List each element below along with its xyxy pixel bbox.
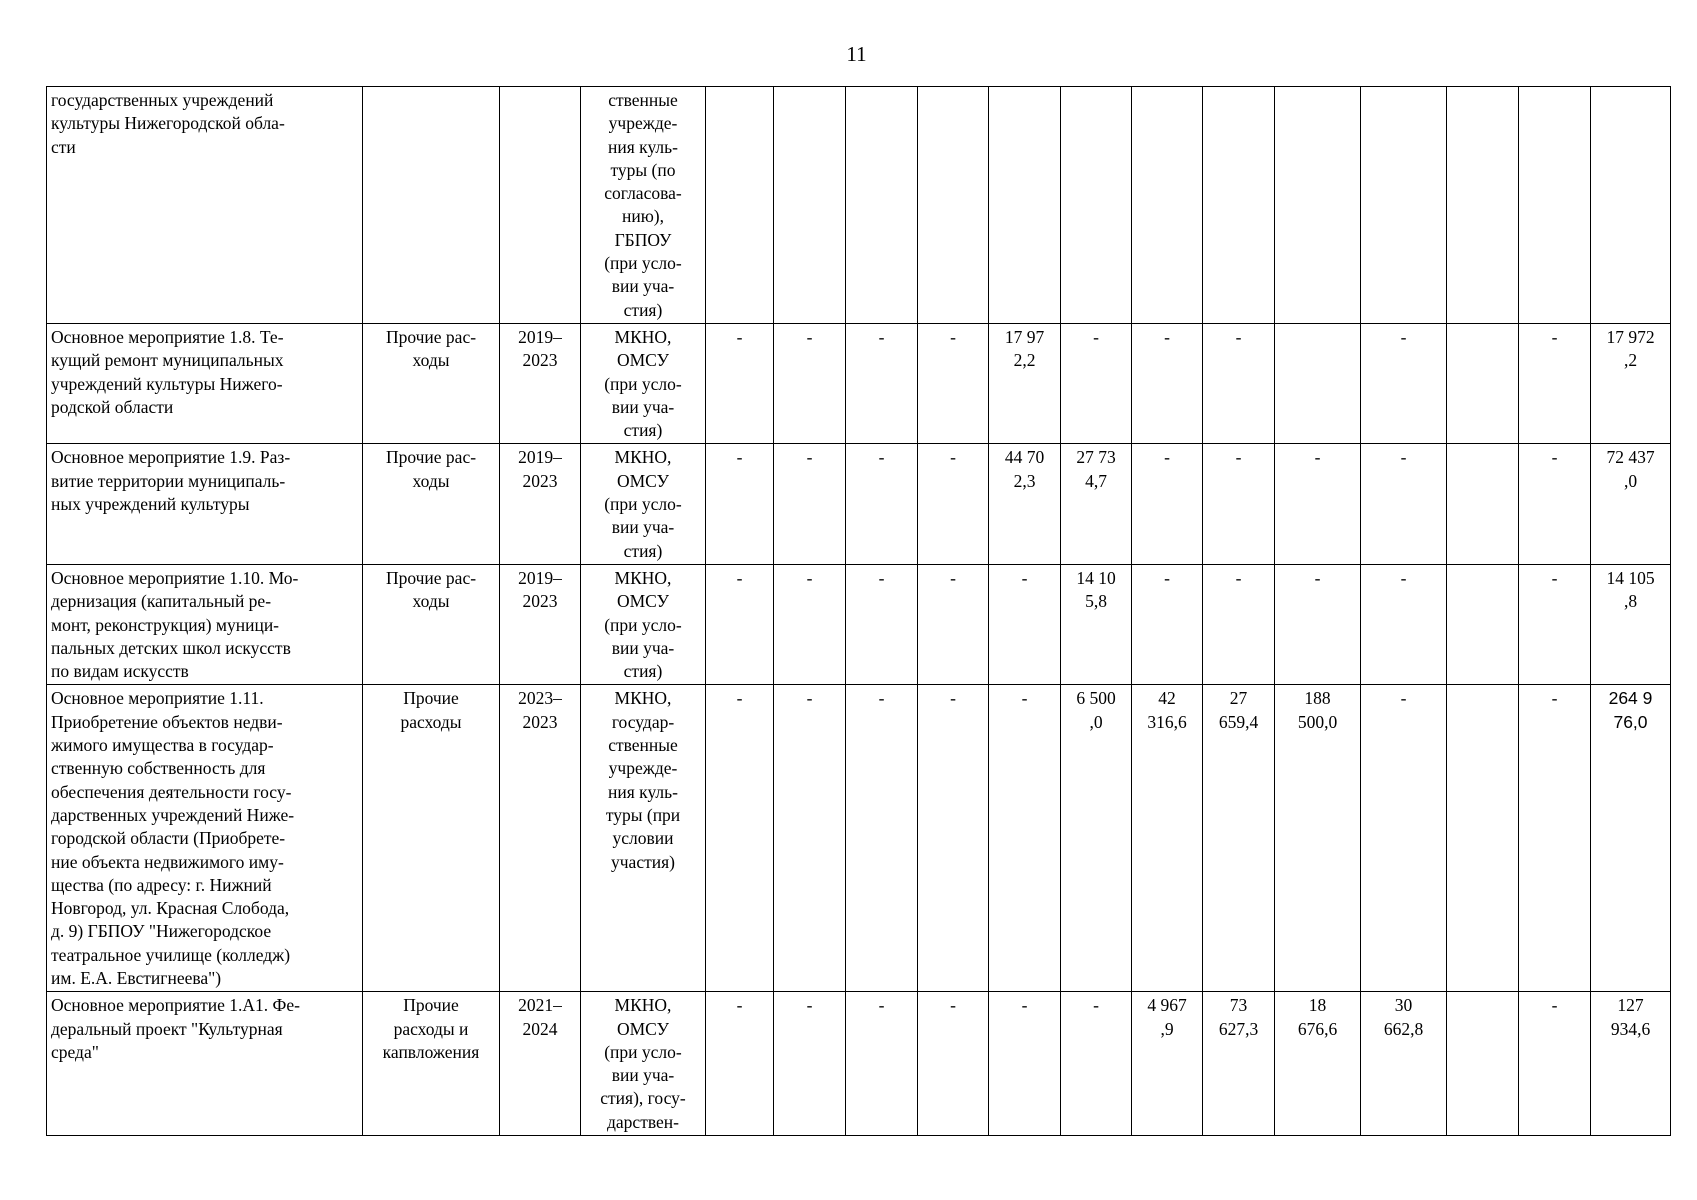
amount-cell — [1061, 87, 1132, 324]
period-cell: 2019– 2023 — [500, 323, 581, 443]
amount-cell: - — [1361, 444, 1447, 564]
table-row — [47, 992, 1671, 1136]
amount-cell — [1447, 323, 1519, 443]
amount-cell — [846, 87, 918, 324]
period-cell: 2019– 2023 — [500, 564, 581, 684]
amount-cell: - — [1132, 564, 1203, 684]
amount-cell: - — [1519, 444, 1591, 564]
amount-cell: - — [1361, 564, 1447, 684]
amount-cell: 14 105 ,8 — [1591, 564, 1671, 684]
amount-cell — [1447, 444, 1519, 564]
amount-cell: 27 659,4 — [1203, 685, 1275, 992]
amount-cell: 17 972 ,2 — [1591, 323, 1671, 443]
amount-cell — [1132, 87, 1203, 324]
amount-cell: - — [774, 992, 846, 1136]
amount-cell: 18 676,6 — [1275, 992, 1361, 1136]
table-row — [47, 685, 1671, 992]
amount-cell: - — [706, 323, 774, 443]
amount-cell: 6 500 ,0 — [1061, 685, 1132, 992]
period-cell — [500, 87, 581, 324]
amount-cell: 44 70 2,3 — [989, 444, 1061, 564]
page-number: 11 — [846, 42, 867, 66]
amount-cell: 42 316,6 — [1132, 685, 1203, 992]
expense-type-cell: Прочие рас- ходы — [363, 323, 500, 443]
amount-cell — [1203, 87, 1275, 324]
executor-cell: МКНО, ОМСУ (при усло- вии уча- стия) — [581, 323, 706, 443]
executor-cell: МКНО, государ- ственные учрежде- ния куль- туры (при условии участия) — [581, 685, 706, 992]
executor-cell: МКНО, ОМСУ (при усло- вии уча- стия) — [581, 564, 706, 684]
expense-type-cell: Прочие расходы — [363, 685, 500, 992]
amount-cell: - — [918, 685, 989, 992]
amount-cell — [1447, 685, 1519, 992]
amount-cell: - — [846, 323, 918, 443]
amount-cell: - — [706, 685, 774, 992]
amount-cell: 73 627,3 — [1203, 992, 1275, 1136]
expense-type-cell: Прочие рас- ходы — [363, 564, 500, 684]
amount-cell: - — [774, 685, 846, 992]
table-row — [47, 323, 1671, 443]
amount-cell — [1591, 87, 1671, 324]
period-cell: 2021– 2024 — [500, 992, 581, 1136]
table-body — [47, 87, 1671, 1136]
amount-cell: - — [918, 323, 989, 443]
amount-cell: - — [989, 685, 1061, 992]
measure-name-cell: Основное мероприятие 1.А1. Фе- деральный проект "Культурная среда" — [47, 992, 363, 1136]
amount-cell: - — [1061, 323, 1132, 443]
measure-name-cell: государственных учреждений культуры Нижегородской обла- сти — [47, 87, 363, 324]
amount-cell — [989, 87, 1061, 324]
amount-cell: - — [1519, 992, 1591, 1136]
table-row — [47, 564, 1671, 684]
amount-cell: 4 967 ,9 — [1132, 992, 1203, 1136]
amount-cell: - — [918, 564, 989, 684]
amount-cell: - — [1361, 685, 1447, 992]
amount-cell: - — [1061, 992, 1132, 1136]
amount-cell: 27 73 4,7 — [1061, 444, 1132, 564]
amount-cell: - — [918, 992, 989, 1136]
executor-cell: МКНО, ОМСУ (при усло- вии уча- стия) — [581, 444, 706, 564]
amount-cell: - — [1519, 323, 1591, 443]
measure-name-cell: Основное мероприятие 1.10. Мо- дернизация (капитальный ре- монт, реконструкция) муници- пальных детских школ искусств по видам искусств — [47, 564, 363, 684]
amount-cell: - — [846, 564, 918, 684]
period-cell: 2019– 2023 — [500, 444, 581, 564]
amount-cell: - — [1275, 444, 1361, 564]
amount-cell: - — [989, 992, 1061, 1136]
amount-cell — [706, 87, 774, 324]
amount-cell: - — [989, 564, 1061, 684]
table-row — [47, 87, 1671, 324]
amount-cell: - — [706, 564, 774, 684]
expense-type-cell: Прочие рас- ходы — [363, 444, 500, 564]
amount-cell: - — [1361, 323, 1447, 443]
amount-cell: - — [846, 685, 918, 992]
amount-cell: - — [706, 992, 774, 1136]
amount-cell: - — [1203, 564, 1275, 684]
amount-cell: - — [1275, 564, 1361, 684]
budget-table — [46, 86, 1671, 1136]
amount-cell — [1447, 87, 1519, 324]
amount-cell: 72 437 ,0 — [1591, 444, 1671, 564]
amount-cell: - — [1132, 323, 1203, 443]
amount-cell: - — [1203, 444, 1275, 564]
measure-name-cell: Основное мероприятие 1.9. Раз- витие территории муниципаль- ных учреждений культуры — [47, 444, 363, 564]
amount-cell — [1275, 87, 1361, 324]
amount-cell: 17 97 2,2 — [989, 323, 1061, 443]
amount-cell — [774, 87, 846, 324]
amount-cell: 127 934,6 — [1591, 992, 1671, 1136]
period-cell: 2023– 2023 — [500, 685, 581, 992]
executor-cell: ственные учрежде- ния куль- туры (по согласова- нию), ГБПОУ (при усло- вии уча- стия) — [581, 87, 706, 324]
amount-cell: - — [918, 444, 989, 564]
amount-cell — [918, 87, 989, 324]
amount-cell: - — [1519, 685, 1591, 992]
amount-cell: 14 10 5,8 — [1061, 564, 1132, 684]
amount-cell: - — [1519, 564, 1591, 684]
amount-cell: - — [846, 992, 918, 1136]
amount-cell: - — [706, 444, 774, 564]
executor-cell: МКНО, ОМСУ (при усло- вии уча- стия), госу- дарствен- — [581, 992, 706, 1136]
measure-name-cell: Основное мероприятие 1.8. Те- кущий ремонт муниципальных учреждений культуры Нижего- родской области — [47, 323, 363, 443]
amount-cell — [1447, 564, 1519, 684]
amount-cell: - — [846, 444, 918, 564]
amount-cell: - — [774, 564, 846, 684]
measure-name-cell: Основное мероприятие 1.11. Приобретение объектов недви- жимого имущества в государ- ственную собственность для обеспечения деятельности госу- дарственных учреждений Ниже- городской области (Приобрете- ние объекта недвижимого иму- щества (по адресу: г. Нижний Новгород, ул. Красная Слобода, д. 9) ГБПОУ "Нижегородское театральное училище (колледж) им. Е.А. Евстигнеева") — [47, 685, 363, 992]
amount-cell: - — [774, 444, 846, 564]
amount-cell — [1275, 323, 1361, 443]
amount-cell — [1519, 87, 1591, 324]
expense-type-cell: Прочие расходы и капвложения — [363, 992, 500, 1136]
amount-cell: - — [1132, 444, 1203, 564]
amount-cell: 30 662,8 — [1361, 992, 1447, 1136]
amount-cell: - — [1203, 323, 1275, 443]
amount-cell: 264 9 76,0 — [1591, 685, 1671, 992]
table-row — [47, 444, 1671, 564]
amount-cell — [1447, 992, 1519, 1136]
amount-cell: 188 500,0 — [1275, 685, 1361, 992]
amount-cell — [1361, 87, 1447, 324]
amount-cell: - — [774, 323, 846, 443]
expense-type-cell — [363, 87, 500, 324]
